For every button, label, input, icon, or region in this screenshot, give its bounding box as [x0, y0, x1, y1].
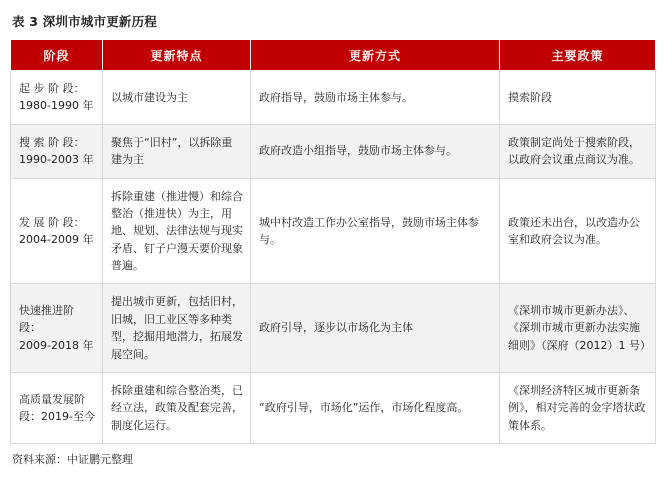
source-note: 资料来源：中证鹏元整理	[12, 453, 133, 466]
column-header-policy: 主要政策	[500, 40, 656, 71]
cell-feature: 聚焦于“旧村”，以拆除重建为主	[103, 124, 251, 178]
cell-stage: 快速推进阶段： 2009-2018 年	[11, 284, 103, 373]
cell-stage: 高质量发展阶段：2019-至今	[11, 372, 103, 443]
urban-renewal-table	[10, 39, 656, 444]
cell-method: “政府引导，市场化”运作，市场化程度高。	[251, 372, 500, 443]
cell-stage: 搜 索 阶 段： 1990-2003 年	[11, 124, 103, 178]
cell-feature: 拆除重建（推进慢）和综合整治（推进快）为主，用地、规划、法律法规与现实矛盾、钉子户漫天要价现象普遍。	[103, 178, 251, 284]
cell-method: 城中村改造工作办公室指导，鼓励市场主体参与。	[251, 178, 500, 284]
cell-stage: 起 步 阶 段： 1980-1990 年	[11, 71, 103, 125]
table-row	[11, 372, 656, 443]
cell-policy: 摸索阶段	[500, 71, 656, 125]
cell-policy: 政策制定尚处于搜索阶段，以政府会议重点商议为准。	[500, 124, 656, 178]
table-row	[11, 124, 656, 178]
cell-method: 政府改造小组指导，鼓励市场主体参与。	[251, 124, 500, 178]
cell-policy: 政策还未出台，以改造办公室和政府会议为准。	[500, 178, 656, 284]
cell-feature: 拆除重建和综合整治类，已经立法，政策及配套完善，制度化运行。	[103, 372, 251, 443]
cell-method: 政府引导，逐步以市场化为主体	[251, 284, 500, 373]
table-row	[11, 71, 656, 125]
table-caption: 表 3 深圳市城市更新历程	[12, 14, 158, 29]
table-row	[11, 284, 656, 373]
column-header-feature: 更新特点	[103, 40, 251, 71]
table-header-row	[11, 40, 656, 71]
cell-policy: 《深圳市城市更新办法》、《深圳市城市更新办法实施细则》（深府（2012）1 号）	[500, 284, 656, 373]
cell-policy: 《深圳经济特区城市更新条例》，相对完善的金字塔状政策体系。	[500, 372, 656, 443]
cell-feature: 提出城市更新，包括旧村，旧城，旧工业区等多种类型，挖掘用地潜力，拓展发展空间。	[103, 284, 251, 373]
table-row	[11, 178, 656, 284]
table-body	[11, 71, 656, 444]
cell-method: 政府指导，鼓励市场主体参与。	[251, 71, 500, 125]
column-header-stage: 阶段	[11, 40, 103, 71]
column-header-method: 更新方式	[251, 40, 500, 71]
table-header	[11, 40, 656, 71]
cell-feature: 以城市建设为主	[103, 71, 251, 125]
cell-stage: 发 展 阶 段： 2004-2009 年	[11, 178, 103, 284]
